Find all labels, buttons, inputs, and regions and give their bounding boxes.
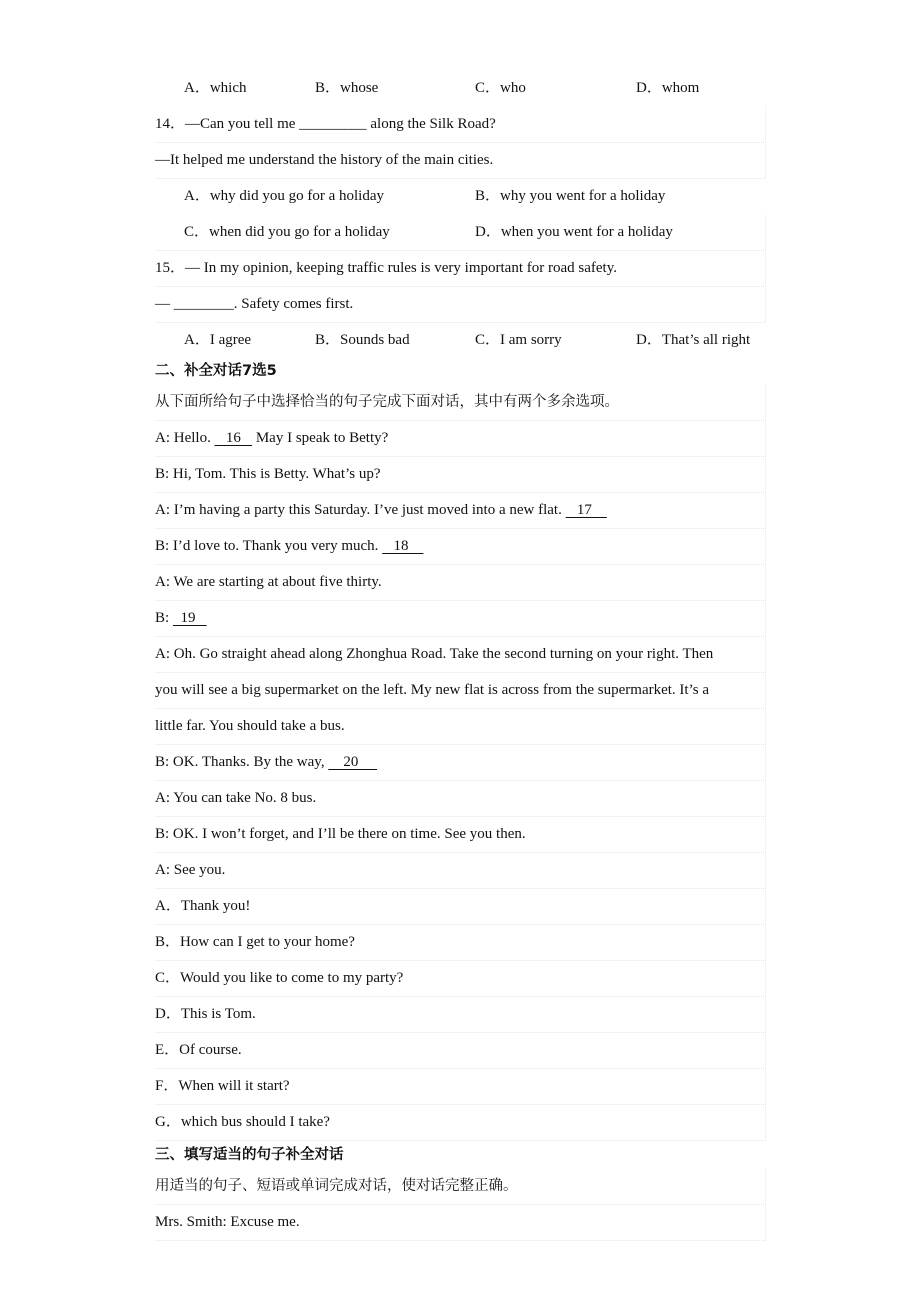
q15-options <box>155 322 766 358</box>
dialogue-text: A: I’m having a party this Saturday. I’ve just moved into a new flat. <box>155 502 566 518</box>
dialogue-line <box>155 600 766 637</box>
dialogue-line <box>155 528 766 565</box>
q13-options <box>155 70 766 106</box>
section2-heading: 二、补全对话7选5 <box>155 363 277 379</box>
blank-17[interactable]: 17 <box>565 502 607 518</box>
dialogue-text: B: <box>155 610 173 626</box>
section3-first-line: Mrs. Smith: Excuse me. <box>155 1204 766 1241</box>
dialogue-line <box>155 708 766 745</box>
q14-response: —It helped me understand the history of the main cities. <box>155 142 766 179</box>
q14-option-b: B．why you went for a holiday <box>475 188 666 204</box>
choice-g: G．which bus should I take? <box>155 1104 766 1141</box>
dialogue-line <box>155 744 766 781</box>
dialogue-text: B: OK. I won’t forget, and I’ll be there on time. See you then. <box>155 826 526 842</box>
q14-options-row1 <box>155 178 766 214</box>
q13-option-c: C．who <box>475 80 526 96</box>
choice-d: D．This is Tom. <box>155 996 766 1033</box>
q14-option-a: A．why did you go for a holiday <box>184 188 384 204</box>
q14-options-row2 <box>155 214 766 251</box>
dialogue-text: you will see a big supermarket on the left. My new flat is across from the supermarket. It’s a <box>155 682 710 698</box>
section3-heading: 三、填写适当的句子补全对话 <box>155 1147 344 1163</box>
choice-a: A．Thank you! <box>155 888 766 925</box>
choice-e: E．Of course. <box>155 1032 766 1069</box>
blank-20[interactable]: 20 <box>328 754 378 770</box>
dialogue-text: A: Hello. <box>155 430 215 446</box>
q13-option-b: B．whose <box>315 80 379 96</box>
dialogue-line <box>155 492 766 529</box>
dialogue-line <box>155 672 766 709</box>
blank-18[interactable]: 18 <box>382 538 424 554</box>
q15-prompt: 15．— In my opinion, keeping traffic rules is very important for road safety. <box>155 250 766 287</box>
dialogue-text: B: Hi, Tom. This is Betty. What’s up? <box>155 466 381 482</box>
blank-16[interactable]: 16 <box>214 430 253 446</box>
q14-option-c: C．when did you go for a holiday <box>184 224 390 240</box>
q13-option-a: A．which <box>184 80 247 96</box>
dialogue-text: little far. You should take a bus. <box>155 718 345 734</box>
dialogue-text: A: You can take No. 8 bus. <box>155 790 317 806</box>
dialogue-text: B: OK. Thanks. By the way, <box>155 754 329 770</box>
dialogue-line <box>155 636 766 673</box>
q15-response: — ________. Safety comes first. <box>155 286 766 323</box>
choice-f: F．When will it start? <box>155 1068 766 1105</box>
dialogue-text: A: We are starting at about five thirty. <box>155 574 382 590</box>
q14-option-d: D．when you went for a holiday <box>475 224 673 240</box>
q15-option-c: C．I am sorry <box>475 332 562 348</box>
dialogue-text: B: I’d love to. Thank you very much. <box>155 538 383 554</box>
dialogue-line <box>155 852 766 889</box>
q15-option-a: A．I agree <box>184 332 252 348</box>
q15-option-b: B．Sounds bad <box>315 332 410 348</box>
section2-instruction: 从下面所给句子中选择恰当的句子完成下面对话，其中有两个多余选项。 <box>155 384 766 421</box>
blank-19[interactable]: 19 <box>172 610 207 626</box>
section3-instruction: 用适当的句子、短语或单词完成对话，使对话完整正确。 <box>155 1168 766 1205</box>
dialogue-line <box>155 816 766 853</box>
dialogue-line <box>155 420 766 457</box>
choice-c: C．Would you like to come to my party? <box>155 960 766 997</box>
q14-prompt: 14．—Can you tell me _________ along the Silk Road? <box>155 106 766 143</box>
dialogue-line <box>155 564 766 601</box>
dialogue-line <box>155 780 766 817</box>
dialogue-text: A: See you. <box>155 862 226 878</box>
dialogue-line <box>155 456 766 493</box>
choice-b: B．How can I get to your home? <box>155 924 766 961</box>
dialogue-text: A: Oh. Go straight ahead along Zhonghua Road. Take the second turning on your right. Then <box>155 646 714 662</box>
dialogue-text: May I speak to Betty? <box>252 430 389 446</box>
q13-option-d: D．whom <box>636 80 700 96</box>
q15-option-d: D．That’s all right <box>636 332 751 348</box>
